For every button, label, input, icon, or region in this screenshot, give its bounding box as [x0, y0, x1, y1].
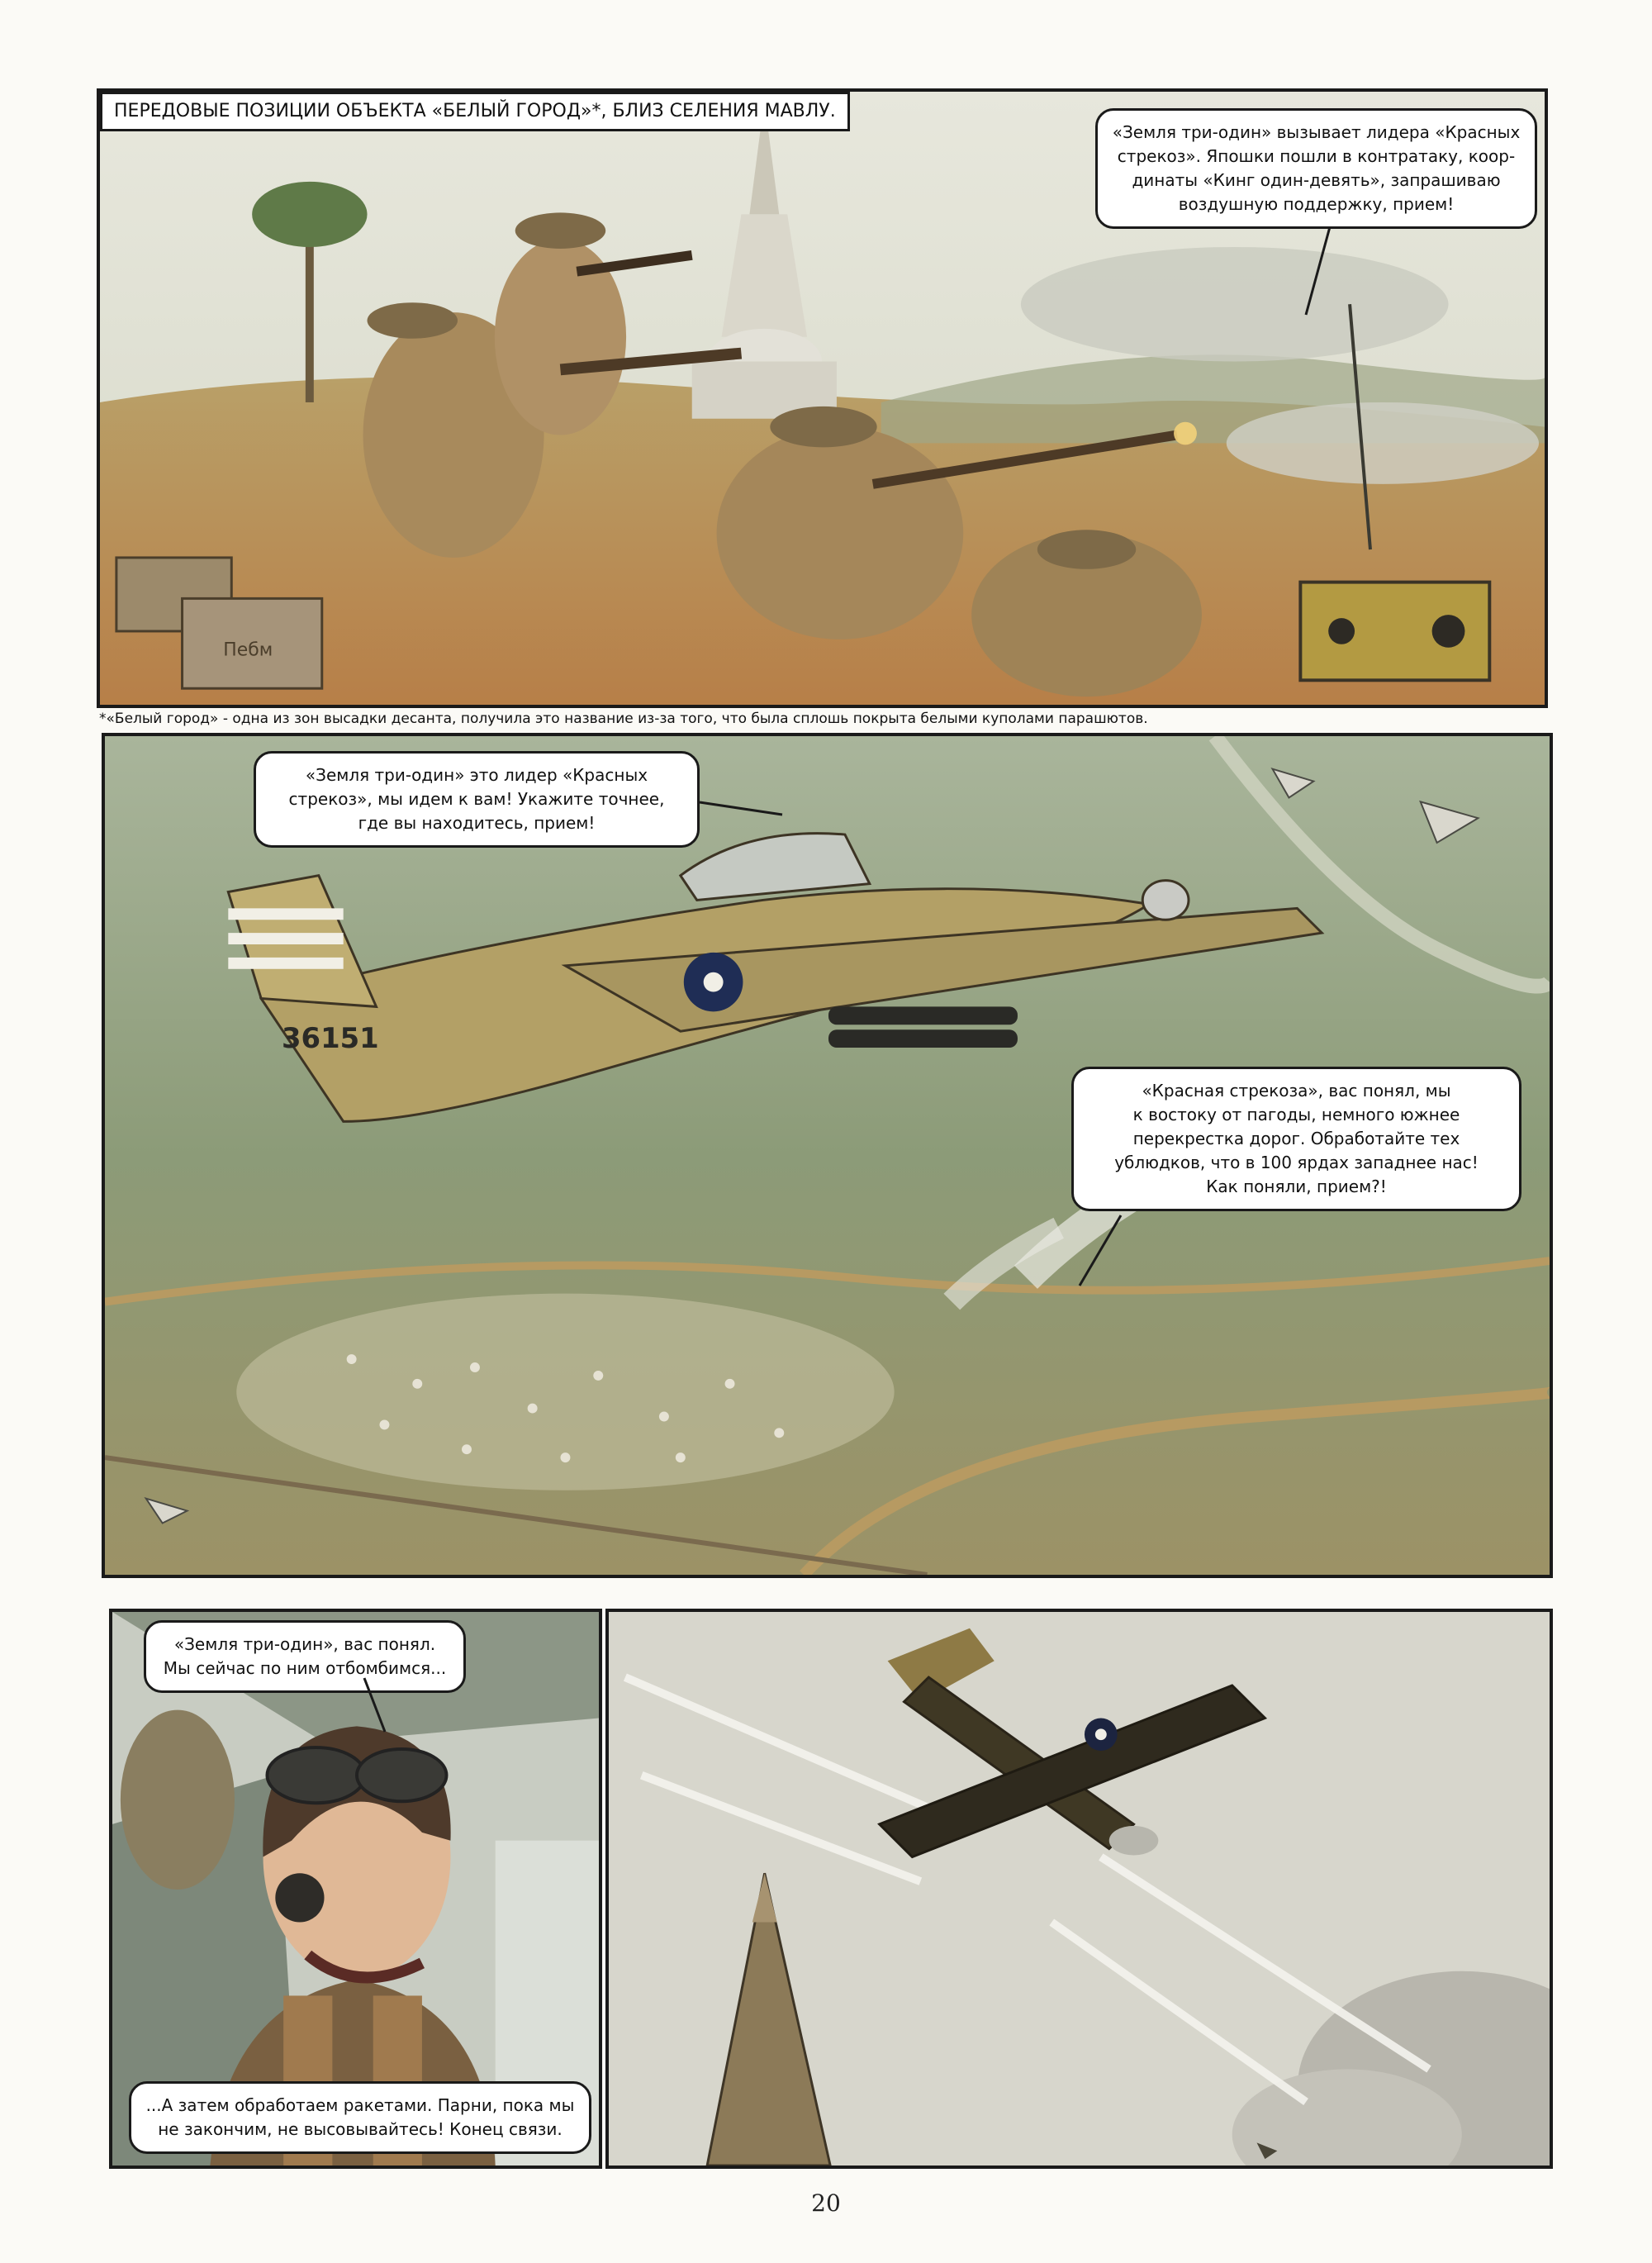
balloon-line: к востоку от пагоды, немного южнее — [1132, 1105, 1460, 1124]
balloon-line: динаты «Кинг один-девять», запрашиваю — [1132, 170, 1501, 190]
panel-3-pilot-balloon-top — [144, 1620, 466, 1693]
aircraft-serial: 36151 — [282, 1022, 379, 1055]
smoke-cloud — [1021, 247, 1449, 362]
balloon-line: перекрестка дорог. Обработайте тех — [1132, 1129, 1460, 1148]
attack-artwork — [609, 1612, 1550, 2166]
balloon-line: «Земля три-один» вызывает лидера «Красных — [1112, 122, 1521, 142]
panel-1-frontline — [97, 88, 1548, 708]
panel-2-aerial — [102, 733, 1553, 1578]
balloon-line: не закончим, не высовывайтесь! Конец связи. — [158, 2119, 563, 2139]
panel-1-caption: ПЕРЕДОВЫЕ ПОЗИЦИИ ОБЪЕКТА «БЕЛЫЙ ГОРОД»*, БЛИЗ СЕЛЕНИЯ МАВЛУ. — [100, 92, 850, 131]
page-number: 20 — [811, 2189, 841, 2217]
balloon-line: «Красная стрекоза», вас понял, мы — [1142, 1081, 1451, 1101]
panel-2-ground-balloon — [1071, 1067, 1521, 1211]
balloon-line: стрекоз». Япошки пошли в контратаку, коор- — [1117, 146, 1516, 166]
panel-3-pilot-balloon-bottom — [129, 2081, 591, 2154]
headphone-icon — [275, 1873, 324, 1922]
balloon-line: «Земля три-один» это лидер «Красных — [305, 765, 648, 785]
balloon-tail — [360, 1678, 393, 1736]
panel-2-pilot-balloon — [254, 751, 700, 848]
balloon-line: ...А затем обработаем ракетами. Парни, пока мы — [145, 2095, 575, 2115]
balloon-line: где вы находитесь, прием! — [358, 813, 596, 833]
balloon-line: воздушную поддержку, прием! — [1178, 194, 1455, 214]
panel-1-radio-balloon — [1095, 108, 1537, 229]
footnote: *«Белый город» - одна из зон высадки десанта, получила это название из-за того, что была сплошь покрыта белыми куполами парашютов. — [99, 711, 1148, 727]
balloon-line: Как поняли, прием?! — [1206, 1177, 1387, 1196]
balloon-line: стрекоз», мы идем к вам! Укажите точнее, — [288, 789, 665, 809]
goggles-icon — [267, 1747, 364, 1803]
balloon-line: ублюдков, что в 100 ярдах западнее нас! — [1114, 1153, 1479, 1172]
crate-label: Пебм — [223, 639, 273, 661]
panel-4-attack — [605, 1609, 1553, 2169]
canvas-bag — [121, 1710, 235, 1890]
balloon-tail — [700, 794, 790, 819]
balloon-line: Мы сейчас по ним отбомбимся... — [163, 1658, 447, 1678]
balloon-tail — [1071, 1215, 1137, 1290]
balloon-line: «Земля три-один», вас понял. — [173, 1634, 436, 1654]
muzzle-flash — [1174, 422, 1197, 445]
panel-3-pilot — [109, 1609, 602, 2169]
balloon-tail — [1289, 224, 1355, 323]
